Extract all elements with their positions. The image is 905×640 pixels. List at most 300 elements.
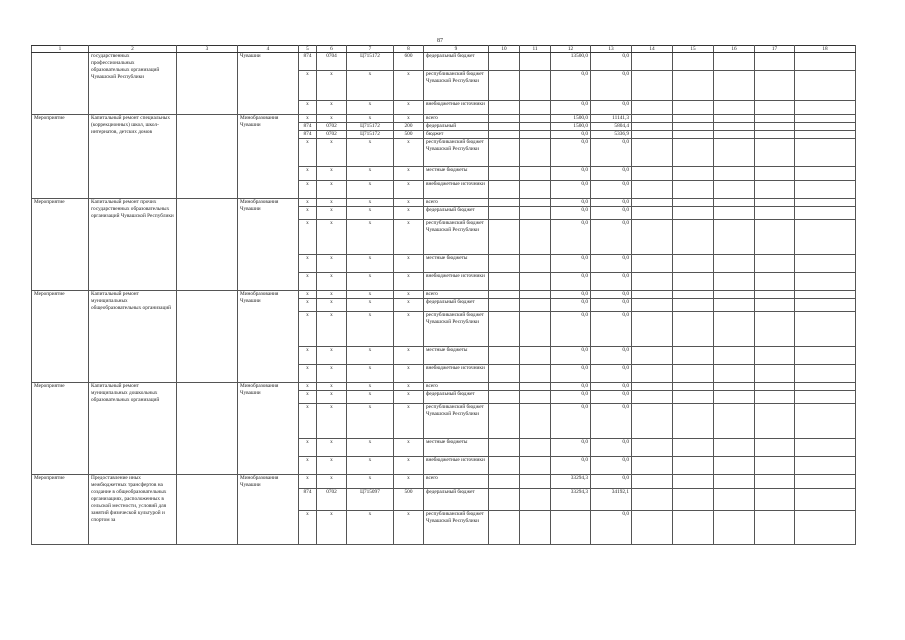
column-number: 12: [551, 46, 591, 53]
funding-source-cell: федеральный бюджет: [424, 489, 489, 511]
grbs-code-cell: x: [299, 365, 317, 383]
col15-cell: [673, 115, 714, 123]
col16-cell: [714, 391, 755, 404]
table-row: [32, 199, 856, 207]
col18-cell: [795, 273, 856, 291]
col14-cell: [632, 511, 673, 545]
activity-type-cell: [32, 53, 89, 115]
col15-cell: [673, 404, 714, 439]
col14-cell: [632, 139, 673, 167]
col10-cell: [489, 131, 520, 139]
col14-cell: [632, 383, 673, 391]
col11-cell: [520, 115, 551, 123]
grbs-code-cell: x: [299, 347, 317, 365]
col10-cell: [489, 439, 520, 457]
col11-cell: [520, 199, 551, 207]
expense-type-code-cell: 600: [394, 53, 424, 71]
col15-cell: [673, 101, 714, 115]
col17-cell: [755, 299, 795, 312]
col15-cell: [673, 207, 714, 220]
section-code-cell: 0702: [317, 123, 347, 131]
col11-cell: [520, 71, 551, 101]
col15-cell: [673, 53, 714, 71]
col11-cell: [520, 123, 551, 131]
col11-cell: [520, 457, 551, 475]
funding-source-cell: республиканский бюджет Чувашской Республики: [424, 511, 489, 545]
value-col13-cell: 34192,1: [591, 489, 632, 511]
empty-cell: [177, 475, 238, 545]
target-code-cell: x: [347, 71, 394, 101]
value-col13-cell: 0,0: [591, 291, 632, 299]
value-col12-cell: 0,0: [551, 404, 591, 439]
col11-cell: [520, 131, 551, 139]
col10-cell: [489, 347, 520, 365]
funding-source-cell: республиканский бюджет Чувашской Республики: [424, 312, 489, 347]
col15-cell: [673, 139, 714, 167]
col17-cell: [755, 255, 795, 273]
col17-cell: [755, 291, 795, 299]
value-col12-cell: 0,0: [551, 299, 591, 312]
col16-cell: [714, 199, 755, 207]
grbs-code-cell: x: [299, 101, 317, 115]
section-code-cell: x: [317, 404, 347, 439]
column-number: 5: [299, 46, 317, 53]
col16-cell: [714, 273, 755, 291]
funding-source-cell: местные бюджеты: [424, 439, 489, 457]
col17-cell: [755, 312, 795, 347]
col10-cell: [489, 312, 520, 347]
col10-cell: [489, 365, 520, 383]
col17-cell: [755, 457, 795, 475]
funding-source-cell: федеральный бюджет: [424, 299, 489, 312]
col15-cell: [673, 273, 714, 291]
grbs-code-cell: x: [299, 71, 317, 101]
section-code-cell: x: [317, 199, 347, 207]
col11-cell: [520, 273, 551, 291]
target-code-cell: x: [347, 404, 394, 439]
col11-cell: [520, 391, 551, 404]
target-code-cell: x: [347, 181, 394, 199]
col10-cell: [489, 199, 520, 207]
grbs-code-cell: x: [299, 383, 317, 391]
col17-cell: [755, 365, 795, 383]
value-col13-cell: 0,0: [591, 511, 632, 545]
grbs-code-cell: x: [299, 255, 317, 273]
col15-cell: [673, 365, 714, 383]
target-code-cell: x: [347, 167, 394, 181]
funding-source-cell: федеральный бюджет: [424, 391, 489, 404]
grbs-code-cell: x: [299, 391, 317, 404]
grbs-code-cell: 874: [299, 131, 317, 139]
col15-cell: [673, 291, 714, 299]
col17-cell: [755, 347, 795, 365]
col14-cell: [632, 181, 673, 199]
value-col13-cell: 0,0: [591, 365, 632, 383]
col14-cell: [632, 207, 673, 220]
funding-source-cell: федеральный: [424, 123, 489, 131]
column-number: 18: [795, 46, 856, 53]
col14-cell: [632, 199, 673, 207]
section-code-cell: x: [317, 299, 347, 312]
target-code-cell: x: [347, 457, 394, 475]
empty-cell: [177, 115, 238, 199]
col14-cell: [632, 299, 673, 312]
funding-source-cell: внебюджетные источники: [424, 365, 489, 383]
col11-cell: [520, 312, 551, 347]
expense-type-code-cell: x: [394, 299, 424, 312]
col10-cell: [489, 167, 520, 181]
column-number: 1: [32, 46, 89, 53]
empty-cell: [177, 199, 238, 291]
col11-cell: [520, 255, 551, 273]
grbs-code-cell: x: [299, 404, 317, 439]
activity-type-cell: Мероприятие: [32, 115, 89, 199]
col16-cell: [714, 181, 755, 199]
col18-cell: [795, 291, 856, 299]
expense-type-code-cell: x: [394, 115, 424, 123]
grbs-code-cell: x: [299, 439, 317, 457]
value-col13-cell: 0,0: [591, 207, 632, 220]
grbs-code-cell: x: [299, 511, 317, 545]
value-col12-cell: [551, 511, 591, 545]
section-code-cell: x: [317, 115, 347, 123]
target-code-cell: Ц715172: [347, 53, 394, 71]
section-code-cell: x: [317, 139, 347, 167]
expense-type-code-cell: x: [394, 383, 424, 391]
col16-cell: [714, 291, 755, 299]
expense-type-code-cell: 200: [394, 123, 424, 131]
value-col13-cell: 0,0: [591, 391, 632, 404]
col14-cell: [632, 404, 673, 439]
funding-source-cell: местные бюджеты: [424, 167, 489, 181]
col10-cell: [489, 291, 520, 299]
expense-type-code-cell: x: [394, 139, 424, 167]
value-col13-cell: 0,0: [591, 347, 632, 365]
grbs-code-cell: x: [299, 457, 317, 475]
col11-cell: [520, 439, 551, 457]
value-col12-cell: 0,0: [551, 347, 591, 365]
target-code-cell: x: [347, 291, 394, 299]
value-col12-cell: 33294,3: [551, 489, 591, 511]
col17-cell: [755, 273, 795, 291]
col17-cell: [755, 71, 795, 101]
col17-cell: [755, 475, 795, 489]
funding-source-cell: местные бюджеты: [424, 347, 489, 365]
col11-cell: [520, 181, 551, 199]
col18-cell: [795, 53, 856, 71]
value-col13-cell: 0,0: [591, 220, 632, 255]
value-col13-cell: 0,0: [591, 101, 632, 115]
target-code-cell: x: [347, 312, 394, 347]
activity-type-cell: Мероприятие: [32, 291, 89, 383]
executor-cell: Чувашии: [238, 53, 299, 115]
col14-cell: [632, 255, 673, 273]
col14-cell: [632, 131, 673, 139]
value-col13-cell: 0,0: [591, 439, 632, 457]
col18-cell: [795, 475, 856, 489]
section-code-cell: x: [317, 220, 347, 255]
value-col12-cell: 0,0: [551, 139, 591, 167]
activity-name-cell: государственных профессиональных образовательных организаций Чувашской Республики: [89, 53, 177, 115]
value-col13-cell: 0,0: [591, 312, 632, 347]
target-code-cell: Ц715097: [347, 489, 394, 511]
expense-type-code-cell: x: [394, 101, 424, 115]
col14-cell: [632, 291, 673, 299]
col11-cell: [520, 101, 551, 115]
col10-cell: [489, 53, 520, 71]
col10-cell: [489, 123, 520, 131]
target-code-cell: x: [347, 439, 394, 457]
value-col12-cell: 0,0: [551, 71, 591, 101]
table-row: [32, 383, 856, 391]
column-number: 11: [520, 46, 551, 53]
table-row: [32, 291, 856, 299]
column-number: 7: [347, 46, 394, 53]
col18-cell: [795, 131, 856, 139]
value-col13-cell: 0,0: [591, 181, 632, 199]
target-code-cell: x: [347, 511, 394, 545]
col15-cell: [673, 383, 714, 391]
funding-source-cell: бюджет: [424, 131, 489, 139]
executor-cell: Минобразования Чувашии: [238, 383, 299, 475]
col15-cell: [673, 511, 714, 545]
col17-cell: [755, 220, 795, 255]
budget-table: [31, 45, 856, 545]
col16-cell: [714, 489, 755, 511]
section-code-cell: x: [317, 291, 347, 299]
activity-name-cell: Предоставление иных межбюджетных трансфертов на создание в общеобразовательных организациях, расположенных в сельской местности, условий для занятий физической культурой и спортом за: [89, 475, 177, 545]
value-col13-cell: 0,0: [591, 273, 632, 291]
col17-cell: [755, 53, 795, 71]
col17-cell: [755, 131, 795, 139]
activity-type-cell: Мероприятие: [32, 475, 89, 545]
funding-source-cell: всего: [424, 199, 489, 207]
col16-cell: [714, 365, 755, 383]
expense-type-code-cell: x: [394, 404, 424, 439]
col15-cell: [673, 167, 714, 181]
value-col13-cell: 0,0: [591, 299, 632, 312]
col14-cell: [632, 71, 673, 101]
grbs-code-cell: 874: [299, 53, 317, 71]
value-col13-cell: 0,0: [591, 199, 632, 207]
col16-cell: [714, 299, 755, 312]
value-col12-cell: 0,0: [551, 383, 591, 391]
table-row: [32, 115, 856, 123]
col18-cell: [795, 439, 856, 457]
col11-cell: [520, 299, 551, 312]
col18-cell: [795, 383, 856, 391]
col16-cell: [714, 457, 755, 475]
col18-cell: [795, 299, 856, 312]
activity-type-cell: Мероприятие: [32, 383, 89, 475]
col10-cell: [489, 273, 520, 291]
expense-type-code-cell: x: [394, 291, 424, 299]
column-number: 3: [177, 46, 238, 53]
column-number: 4: [238, 46, 299, 53]
value-col13-cell: 5804,4: [591, 123, 632, 131]
col11-cell: [520, 347, 551, 365]
col18-cell: [795, 139, 856, 167]
col15-cell: [673, 181, 714, 199]
col15-cell: [673, 220, 714, 255]
column-number: 9: [424, 46, 489, 53]
value-col13-cell: 0,0: [591, 475, 632, 489]
col10-cell: [489, 475, 520, 489]
activity-name-cell: Капитальный ремонт специальных (коррекционных) школ, школ-интернатов, детских домов: [89, 115, 177, 199]
col18-cell: [795, 167, 856, 181]
target-code-cell: x: [347, 475, 394, 489]
col18-cell: [795, 511, 856, 545]
col10-cell: [489, 71, 520, 101]
funding-source-cell: республиканский бюджет Чувашской Республики: [424, 71, 489, 101]
col17-cell: [755, 101, 795, 115]
col16-cell: [714, 475, 755, 489]
col17-cell: [755, 167, 795, 181]
grbs-code-cell: x: [299, 273, 317, 291]
col17-cell: [755, 439, 795, 457]
activity-name-cell: Капитальный ремонт муниципальных дошкольных образовательных организаций: [89, 383, 177, 475]
funding-source-cell: республиканский бюджет Чувашской Республики: [424, 404, 489, 439]
section-code-cell: x: [317, 457, 347, 475]
target-code-cell: x: [347, 273, 394, 291]
value-col13-cell: 0,0: [591, 139, 632, 167]
col11-cell: [520, 220, 551, 255]
col15-cell: [673, 255, 714, 273]
expense-type-code-cell: x: [394, 220, 424, 255]
section-code-cell: x: [317, 312, 347, 347]
section-code-cell: x: [317, 101, 347, 115]
col15-cell: [673, 131, 714, 139]
target-code-cell: x: [347, 365, 394, 383]
value-col12-cell: 0,0: [551, 207, 591, 220]
col11-cell: [520, 383, 551, 391]
column-number: 6: [317, 46, 347, 53]
col11-cell: [520, 207, 551, 220]
col15-cell: [673, 347, 714, 365]
column-number: 14: [632, 46, 673, 53]
col10-cell: [489, 181, 520, 199]
col10-cell: [489, 101, 520, 115]
col14-cell: [632, 347, 673, 365]
value-col12-cell: 0,0: [551, 131, 591, 139]
grbs-code-cell: 874: [299, 489, 317, 511]
col16-cell: [714, 101, 755, 115]
col11-cell: [520, 365, 551, 383]
grbs-code-cell: x: [299, 312, 317, 347]
executor-cell: Минобразования Чувашии: [238, 291, 299, 383]
funding-source-cell: всего: [424, 475, 489, 489]
col16-cell: [714, 220, 755, 255]
col17-cell: [755, 139, 795, 167]
value-col12-cell: 0,0: [551, 199, 591, 207]
col10-cell: [489, 299, 520, 312]
col11-cell: [520, 489, 551, 511]
expense-type-code-cell: x: [394, 71, 424, 101]
section-code-cell: x: [317, 475, 347, 489]
col18-cell: [795, 199, 856, 207]
section-code-cell: 0704: [317, 53, 347, 71]
col10-cell: [489, 220, 520, 255]
col10-cell: [489, 139, 520, 167]
col17-cell: [755, 115, 795, 123]
expense-type-code-cell: x: [394, 347, 424, 365]
col16-cell: [714, 123, 755, 131]
executor-cell: Минобразования Чувашии: [238, 115, 299, 199]
col10-cell: [489, 383, 520, 391]
target-code-cell: x: [347, 115, 394, 123]
section-code-cell: x: [317, 207, 347, 220]
grbs-code-cell: x: [299, 139, 317, 167]
col10-cell: [489, 255, 520, 273]
col11-cell: [520, 475, 551, 489]
expense-type-code-cell: x: [394, 167, 424, 181]
funding-source-cell: местные бюджеты: [424, 255, 489, 273]
target-code-cell: x: [347, 383, 394, 391]
value-col12-cell: 0,0: [551, 220, 591, 255]
section-code-cell: x: [317, 383, 347, 391]
column-number: 10: [489, 46, 520, 53]
value-col12-cell: 1500,0: [551, 115, 591, 123]
funding-source-cell: всего: [424, 383, 489, 391]
expense-type-code-cell: 500: [394, 131, 424, 139]
col18-cell: [795, 115, 856, 123]
col16-cell: [714, 131, 755, 139]
col16-cell: [714, 404, 755, 439]
target-code-cell: x: [347, 255, 394, 273]
grbs-code-cell: x: [299, 475, 317, 489]
col10-cell: [489, 391, 520, 404]
col16-cell: [714, 207, 755, 220]
value-col12-cell: 0,0: [551, 255, 591, 273]
funding-source-cell: внебюджетные источники: [424, 181, 489, 199]
col10-cell: [489, 457, 520, 475]
col14-cell: [632, 53, 673, 71]
col14-cell: [632, 167, 673, 181]
col18-cell: [795, 489, 856, 511]
col15-cell: [673, 299, 714, 312]
col17-cell: [755, 404, 795, 439]
value-col12-cell: 13500,0: [551, 53, 591, 71]
value-col13-cell: 0,0: [591, 457, 632, 475]
expense-type-code-cell: x: [394, 365, 424, 383]
funding-source-cell: всего: [424, 115, 489, 123]
col10-cell: [489, 115, 520, 123]
col17-cell: [755, 383, 795, 391]
target-code-cell: x: [347, 139, 394, 167]
expense-type-code-cell: x: [394, 273, 424, 291]
col17-cell: [755, 123, 795, 131]
col16-cell: [714, 167, 755, 181]
col18-cell: [795, 71, 856, 101]
column-number: 8: [394, 46, 424, 53]
col15-cell: [673, 199, 714, 207]
expense-type-code-cell: 500: [394, 489, 424, 511]
col16-cell: [714, 312, 755, 347]
section-code-cell: 0702: [317, 131, 347, 139]
col10-cell: [489, 511, 520, 545]
value-col12-cell: 33294,3: [551, 475, 591, 489]
expense-type-code-cell: x: [394, 511, 424, 545]
value-col13-cell: 0,0: [591, 167, 632, 181]
col14-cell: [632, 489, 673, 511]
value-col13-cell: 0,0: [591, 383, 632, 391]
table-row: [32, 53, 856, 71]
col15-cell: [673, 391, 714, 404]
col16-cell: [714, 53, 755, 71]
col16-cell: [714, 71, 755, 101]
table-row: [32, 475, 856, 489]
empty-cell: [177, 383, 238, 475]
